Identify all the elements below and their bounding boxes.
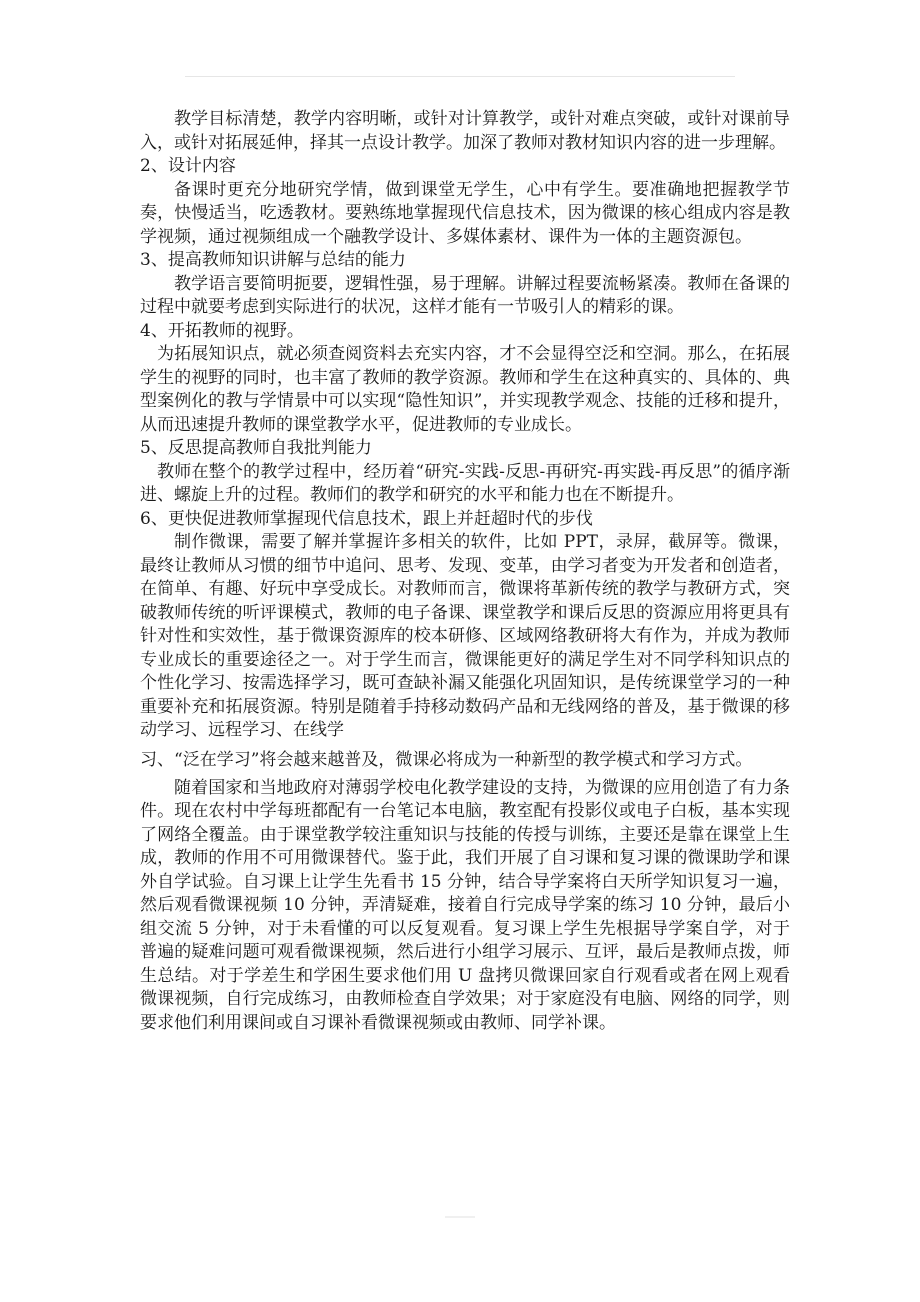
paragraph-6a: 制作微课，需要了解并掌握许多相关的软件，比如 PPT，录屏，截屏等。微课，最终让教师从习惯的细节中追问、思考、发现、变革，由学习者变为开发者和创造者，在简单、有趣、好玩中享受成长。对教师而言，微课将革新传统的教学与教研方式，突破教师传统的听评课模式，教师的电子备课、课堂教学和课后反思的资源应用将更具有针对性和实效性，基于微课资源库的校本研修、区域网络教研将大有作为，并成为教师专业成长的重要途径之一。对于学生而言，微课能更好的满足学生对不同学科知识点的个性化学习、按需选择学习，既可查缺补漏又能强化巩固知识，是传统课堂学习的一种重要补充和拓展资源。特别是随着手持移动数码产品和无线网络的普及，基于微课的移动学习、远程学习、在线学: [140, 532, 790, 740]
paragraph-7: 随着国家和当地政府对薄弱学校电化教学建设的支持，为微课的应用创造了有力条件。现在农村中学每班都配有一台笔记本电脑，教室配有投影仪或电子白板，基本实现了网络全覆盖。由于课堂教学较注重知识与技能的传授与训练，主要还是靠在课堂上生成，教师的作用不可用微课替代。鉴于此，我们开展了自习课和复习课的微课助学和课外自学试验。自习课上让学生先看书 15 分钟，结合导学案将白天所学知识复习一遍，然后观看微课视频 10 分钟，弄清疑难，接着自行完成导学案的练习 10 分钟，最后小组交流 5 分钟，对于未看懂的可以反复观看。复习课上学生先根据导学案自学，对于普遍的疑难问题可观看微课视频，然后进行小组学习展示、互评，最后是教师点拨，师生总结。对于学差生和学困生要求他们用 U 盘拷贝微课回家自行观看或者在网上观看微课视频，自行完成练习，由教师检查自学效果；对于家庭没有电脑、网络的同学，则要求他们利用课间或自习课补看微课视频或由教师、同学补课。: [140, 777, 790, 1033]
paragraph-3: 教学语言要简明扼要，逻辑性强，易于理解。讲解过程要流畅紧凑。教师在备课的过程中就要考虑到实际进行的状况，这样才能有一节吸引人的精彩的课。: [140, 273, 790, 317]
heading-2: 2、设计内容: [140, 156, 236, 176]
footer-mark: [445, 1216, 475, 1218]
paragraph-5: 教师在整个的教学过程中，经历着“研究-实践-反思-再研究-再实践-再反思”的循序渐进、螺旋上升的过程。教师们的教学和研究的水平和能力也在不断提升。: [140, 461, 790, 505]
paragraph-4: 为拓展知识点，就必须查阅资料去充实内容，才不会显得空泛和空洞。那么，在拓展学生的视野的同时，也丰富了教师的教学资源。教师和学生在这种真实的、具体的、典型案例化的教与学情景中可以实现“隐性知识”，并实现教学观念、技能的迁移和提升，从而迅速提升教师的课堂教学水平，促进教师的专业成长。: [140, 344, 790, 435]
paragraph-6b: 习、“泛在学习”将会越来越普及，微课必将成为一种新型的教学模式和学习方式。: [140, 749, 753, 770]
heading-5: 5、反思提高教师自我批判能力: [140, 438, 372, 458]
document-body: [140, 108, 790, 1035]
heading-4: 4、开拓教师的视野。: [140, 320, 304, 341]
paragraph-intro: 教学目标清楚，教学内容明晰，或针对计算教学，或针对难点突破，或针对课前导入，或针对拓展延伸，择其一点设计教学。加深了教师对教材知识内容的进一步理解。: [140, 109, 790, 153]
header-rule: [185, 76, 735, 77]
heading-6: 6、更快促进教师掌握现代信息技术，跟上并赶超时代的步伐: [140, 508, 593, 529]
heading-3: 3、提高教师知识讲解与总结的能力: [140, 250, 406, 270]
paragraph-2: 备课时更充分地研究学情，做到课堂无学生，心中有学生。要准确地把握教学节奏，快慢适当，吃透教材。要熟练地掌握现代信息技术，因为微课的核心组成内容是教学视频，通过视频组成一个融教学设计、多媒体素材、课件为一体的主题资源包。: [140, 179, 790, 247]
